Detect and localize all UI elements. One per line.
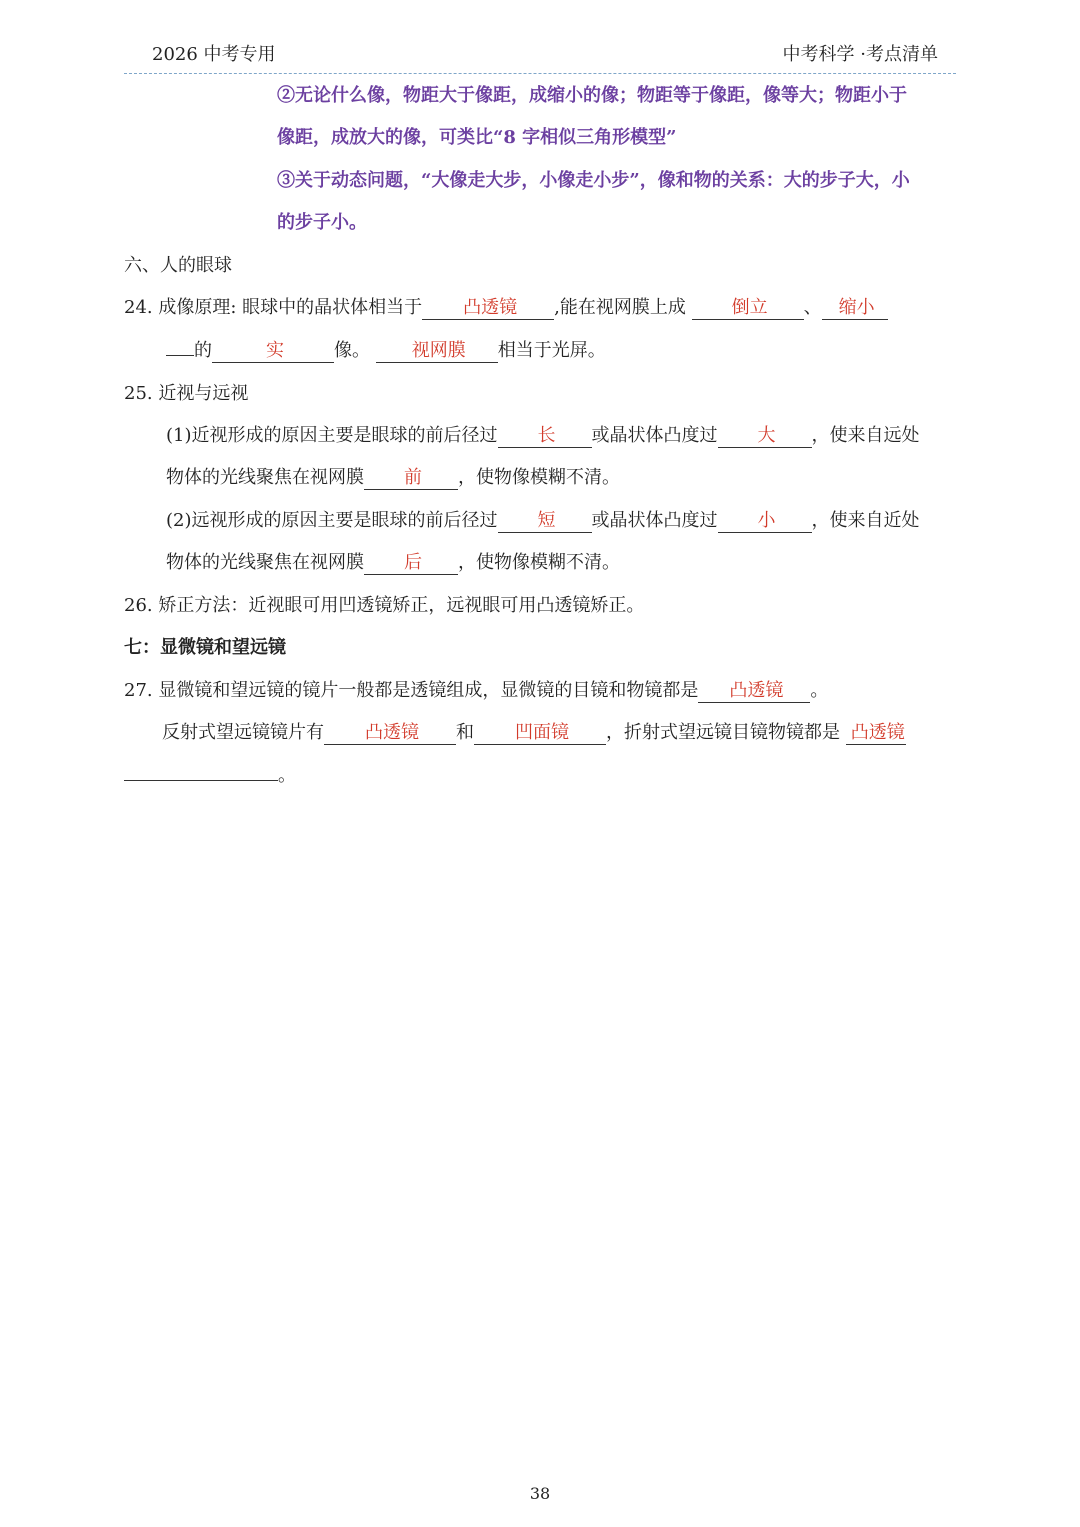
- q24-line-1: [124, 296, 888, 320]
- q25-title-line: [124, 382, 248, 406]
- section-6-title: 六、人的眼球: [124, 255, 232, 276]
- q25-p2-line-1: [166, 509, 920, 533]
- q24-blank-5: [376, 340, 498, 363]
- q24-text-5: 像。: [334, 340, 370, 361]
- q25-p1-blank-1: [498, 425, 592, 448]
- q27-blank-1: [698, 680, 810, 703]
- section-7-title: 七：显微镜和望远镜: [124, 637, 286, 658]
- q24-blank-2: [692, 297, 804, 320]
- q25-p2-answer-1: 短: [537, 510, 556, 531]
- q25-number: 25.: [124, 383, 153, 404]
- q27-blank-3: [474, 722, 606, 745]
- q24-blank-4: [212, 340, 334, 363]
- q27-text-5: ，折射式望远镜目镜物镜都是: [606, 722, 840, 743]
- q25-p2-text-2: 或晶状体凸度过: [591, 510, 718, 531]
- q25-p2-answer-3: 后: [404, 552, 422, 573]
- q27-blank-4: [846, 722, 906, 745]
- q27-blank-2: [324, 722, 456, 745]
- note-2-line-1: ②无论什么像，物距大于像距，成缩小的像；物距等于像距，像等大；物距小于: [277, 85, 907, 106]
- q27-blank-4-cont: [124, 780, 278, 781]
- q24-answer-5: 视网膜: [411, 340, 466, 361]
- q25-p2-text-3: ，使来自近处: [811, 510, 920, 531]
- q25-p2-text-1: (2)远视形成的原因主要是眼球的前后径过: [166, 510, 498, 531]
- header-left: 2026 中考专用: [152, 44, 276, 65]
- q25-p2-text-5: ，使物像模糊不清。: [458, 552, 620, 573]
- q25-p2-line-2: [166, 551, 620, 575]
- q27-line-3: [124, 764, 296, 788]
- q25-p1-text-1: (1)近视形成的原因主要是眼球的前后径过: [166, 425, 498, 446]
- q27-text-6: 。: [278, 765, 296, 786]
- q27-answer-2: 凸透镜: [365, 722, 419, 743]
- q27-answer-3: 凹面镜: [515, 722, 569, 743]
- q24-answer-1: 凸透镜: [463, 297, 518, 318]
- q25-p1-text-2: 或晶状体凸度过: [591, 425, 718, 446]
- q25-p1-line-2: [166, 466, 620, 490]
- q24-answer-2: 倒立: [731, 297, 768, 318]
- note-3-line-2: 的步子小。: [277, 212, 367, 233]
- q25-p2-text-4: 物体的光线聚焦在视网膜: [166, 552, 364, 573]
- q25-p1-line-1: [166, 424, 920, 448]
- q27-number: 27.: [124, 680, 153, 701]
- header-divider: [124, 73, 956, 74]
- q26-text: 矫正方法：近视眼可用凹透镜矫正，远视眼可用凸透镜矫正。: [158, 595, 645, 616]
- q24-text-3: 、: [803, 297, 822, 318]
- q25-p2-blank-1: [498, 510, 592, 533]
- q27-line-1: [124, 679, 828, 703]
- q25-p1-text-4: 物体的光线聚焦在视网膜: [166, 467, 364, 488]
- q25-title: 近视与远视: [158, 383, 249, 404]
- q26-number: 26.: [124, 595, 153, 616]
- page-number: 38: [529, 1484, 551, 1503]
- q25-p2-blank-2: [718, 510, 812, 533]
- q24-text-2: ,能在视网膜上成: [554, 297, 686, 318]
- header-right: 中考科学 ·考点清单: [782, 44, 938, 65]
- q27-answer-1: 凸透镜: [729, 680, 784, 701]
- q25-p1-text-3: ，使来自远处: [811, 425, 920, 446]
- q25-p2-answer-2: 小: [757, 510, 776, 531]
- q24-line-2: [166, 339, 606, 363]
- q24-blank-3: [822, 297, 888, 320]
- q25-p1-blank-2: [718, 425, 812, 448]
- q26-line: [124, 594, 644, 618]
- q25-p1-answer-3: 前: [404, 467, 422, 488]
- q24-number: 24.: [124, 297, 153, 318]
- q24-text-6: 相当于光屏。: [497, 340, 606, 361]
- q24-blank-1: [422, 297, 554, 320]
- q25-p1-text-5: ，使物像模糊不清。: [458, 467, 620, 488]
- q25-p2-blank-3: [364, 552, 458, 575]
- q27-answer-4: 凸透镜: [850, 722, 905, 743]
- q24-text-4: 的: [194, 340, 212, 361]
- note-3-line-1: ③关于动态问题，“大像走大步，小像走小步”，像和物的关系：大的步子大，小: [277, 170, 910, 191]
- q27-text-1: 显微镜和望远镜的镜片一般都是透镜组成，显微镜的目镜和物镜都是: [158, 680, 699, 701]
- q27-text-3: 反射式望远镜镜片有: [162, 722, 324, 743]
- note-2-line-2: 像距，成放大的像，可类比“8 字相似三角形模型”: [277, 127, 677, 148]
- q27-text-2: 。: [810, 680, 829, 701]
- q24-blank-3-cont: [166, 355, 194, 356]
- q24-text-1: 成像原理: 眼球中的晶状体相当于: [158, 297, 423, 318]
- q24-answer-3: 缩小: [838, 297, 875, 318]
- q25-p1-blank-3: [364, 467, 458, 490]
- q27-text-4: 和: [456, 722, 474, 743]
- q27-line-2: [162, 721, 906, 745]
- q24-answer-4: 实: [266, 340, 284, 361]
- q25-p1-answer-1: 长: [537, 425, 556, 446]
- q25-p1-answer-2: 大: [757, 425, 776, 446]
